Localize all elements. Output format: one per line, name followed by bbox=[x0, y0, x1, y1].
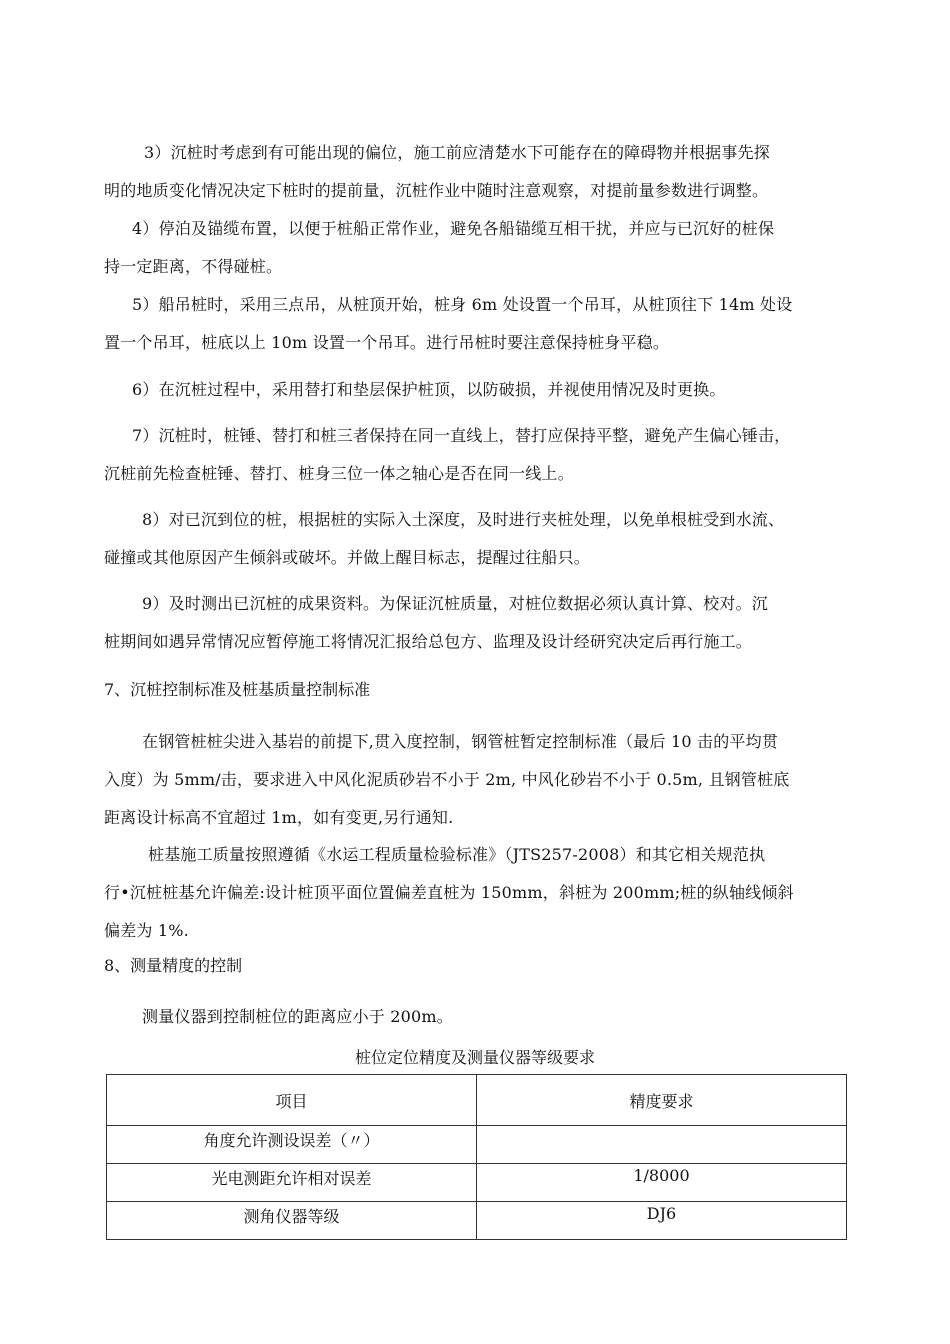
table-header-cell: 精度要求 bbox=[477, 1075, 847, 1126]
paragraph-line: 8）对已沉到位的桩，根据桩的实际入土深度，及时进行夹桩处理，以免单根桩受到水流、 bbox=[142, 510, 785, 529]
paragraph-line: 在钢管桩桩尖进入基岩的前提下,贯入度控制，钢管桩暂定控制标准（最后 10 击的平均贯 bbox=[142, 732, 779, 751]
table-cell: 1/8000 bbox=[477, 1164, 847, 1202]
paragraph-8 bbox=[104, 501, 852, 577]
table-caption: 桩位定位精度及测量仪器等级要求 bbox=[354, 1048, 595, 1067]
paragraph-9 bbox=[104, 585, 852, 661]
paragraph-7 bbox=[104, 417, 852, 493]
paragraph-3 bbox=[104, 134, 852, 210]
paragraph-line: 9）及时测出已沉桩的成果资料。为保证沉桩质量，对桩位数据必须认真计算、校对。沉 bbox=[142, 594, 768, 613]
paragraph-4 bbox=[104, 210, 852, 286]
section-7-heading: 7、沉桩控制标准及桩基质量控制标准 bbox=[104, 680, 371, 699]
paragraph-line: 距离设计标高不宜超过 1m，如有变更,另行通知. bbox=[104, 808, 454, 827]
paragraph-6 bbox=[104, 371, 852, 409]
precision-table bbox=[106, 1074, 847, 1240]
table-cell: 角度允许测设误差（〃） bbox=[107, 1126, 477, 1164]
paragraph-line: 桩基施工质量按照遵循《水运工程质量检验标准》（JTS257-2008）和其它相关规范执 bbox=[148, 845, 766, 864]
table-cell: 光电测距允许相对误差 bbox=[107, 1164, 477, 1202]
section-8-heading: 8、测量精度的控制 bbox=[104, 956, 243, 975]
paragraph-line: 偏差为 1%. bbox=[104, 921, 189, 940]
paragraph-line: 5）船吊桩时，采用三点吊，从桩顶开始，桩身 6m 处设置一个吊耳，从桩顶往下 14m 处设 bbox=[132, 295, 793, 314]
paragraph-line: 沉桩前先检查桩锤、替打、桩身三位一体之轴心是否在同一线上。 bbox=[104, 464, 574, 483]
paragraph-line: 置一个吊耳，桩底以上 10m 设置一个吊耳。进行吊桩时要注意保持桩身平稳。 bbox=[104, 333, 670, 352]
section-8-paragraph bbox=[104, 998, 852, 1036]
paragraph-line: 桩期间如遇异常情况应暂停施工将情况汇报给总包方、监理及设计经研究决定后再行施工。 bbox=[104, 632, 753, 651]
table-cell bbox=[477, 1126, 847, 1164]
paragraph-line: 明的地质变化情况决定下桩时的提前量，沉桩作业中随时注意观察，对提前量参数进行调整。 bbox=[104, 181, 769, 200]
table-header-cell: 项目 bbox=[107, 1075, 477, 1126]
table-row bbox=[107, 1126, 847, 1164]
paragraph-line: 持一定距离，不得碰桩。 bbox=[104, 257, 283, 276]
section-7-paragraph-2 bbox=[104, 836, 852, 950]
paragraph-line: 3）沉桩时考虑到有可能出现的偏位，施工前应清楚水下可能存在的障碍物并根据事先探 bbox=[144, 143, 770, 162]
paragraph-line: 4）停泊及锚缆布置，以便于桩船正常作业，避免各船锚缆互相干扰，并应与已沉好的桩保 bbox=[132, 219, 775, 238]
paragraph-line: 7）沉桩时，桩锤、替打和桩三者保持在同一直线上，替打应保持平整，避免产生偏心锤击， bbox=[132, 426, 791, 445]
paragraph-5 bbox=[104, 286, 852, 362]
paragraph-line: 6）在沉桩过程中，采用替打和垫层保护桩顶，以防破损，并视使用情况及时更换。 bbox=[132, 380, 726, 399]
table-header-row bbox=[107, 1075, 847, 1126]
table-row bbox=[107, 1202, 847, 1240]
paragraph-line: 测量仪器到控制桩位的距离应小于 200m。 bbox=[142, 1007, 453, 1026]
table-cell: DJ6 bbox=[477, 1202, 847, 1240]
section-7-paragraph-1 bbox=[104, 723, 852, 837]
table-cell: 测角仪器等级 bbox=[107, 1202, 477, 1240]
paragraph-line: 碰撞或其他原因产生倾斜或破坏。并做上醒目标志，提醒过往船只。 bbox=[104, 548, 591, 567]
table-row bbox=[107, 1164, 847, 1202]
paragraph-line: 入度）为 5mm/击，要求进入中风化泥质砂岩不小于 2m, 中风化砂岩不小于 0.5m, 且钢管桩底 bbox=[104, 770, 790, 789]
paragraph-line: 行•沉桩桩基允许偏差:设计桩顶平面位置偏差直桩为 150mm，斜桩为 200mm;桩的纵轴线倾斜 bbox=[104, 883, 794, 902]
